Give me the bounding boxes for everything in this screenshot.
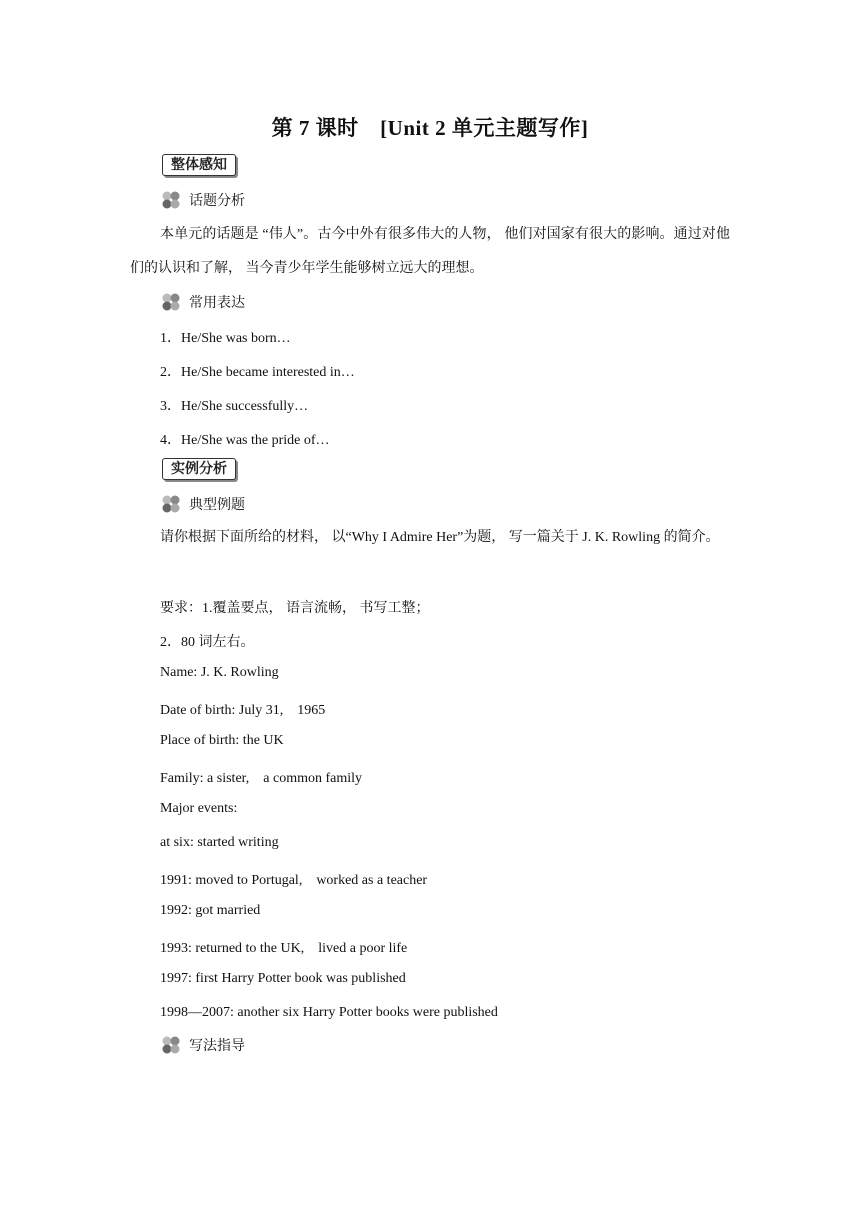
fact-line: 1997: first Harry Potter book was published	[160, 971, 406, 986]
clover-icon	[161, 292, 181, 312]
clover-icon	[161, 190, 181, 210]
expression-item: 4．He/She was the pride of…	[160, 433, 330, 448]
expression-item: 3．He/She successfully…	[160, 399, 309, 414]
fact-line: Major events:	[160, 801, 238, 816]
fact-line: Date of birth: July 31, 1965	[160, 703, 326, 718]
fact-line: 1998—2007: another six Harry Potter books were published	[160, 1005, 498, 1020]
expression-item: 1．He/She was born…	[160, 331, 291, 346]
fact-line: Name: J. K. Rowling	[160, 665, 279, 680]
example-prompt: 请你根据下面所给的材料， 以“Why I Admire Her”为题， 写一篇关于 J. K. Rowling 的简介。	[160, 530, 720, 545]
expression-item: 2．He/She became interested in…	[160, 365, 355, 380]
fact-line: Place of birth: the UK	[160, 733, 284, 748]
requirement-line: 要求：1.覆盖要点， 语言流畅， 书写工整；	[160, 601, 430, 616]
subheading-label: 话题分析	[189, 194, 245, 209]
subheading-label: 常用表达	[189, 296, 245, 311]
topic-paragraph: 本单元的话题是 “伟人”。古今中外有很多伟大的人物， 他们对国家有很大的影响。通过对他们的认识和了解， 当今青少年学生能够树立远大的理想。	[130, 227, 730, 276]
page-title: 第 7 课时 [Unit 2 单元主题写作]	[271, 116, 589, 140]
fact-line: Family: a sister, a common family	[160, 771, 363, 786]
subheading-label: 写法指导	[189, 1039, 245, 1054]
section-badge-examples: 实例分析	[162, 458, 236, 480]
fact-line: 1992: got married	[160, 903, 261, 918]
requirement-line: 2．80 词左右。	[160, 635, 255, 650]
fact-line: 1993: returned to the UK, lived a poor life	[160, 941, 408, 956]
clover-icon	[161, 494, 181, 514]
fact-line: at six: started writing	[160, 835, 279, 850]
fact-line: 1991: moved to Portugal, worked as a teacher	[160, 873, 428, 888]
section-badge-overview: 整体感知	[162, 154, 236, 176]
subheading-typical-example	[161, 494, 245, 514]
subheading-label: 典型例题	[189, 498, 245, 513]
subheading-writing-guide	[161, 1035, 245, 1055]
subheading-topic-analysis	[161, 190, 245, 210]
subheading-common-expressions	[161, 292, 245, 312]
clover-icon	[161, 1035, 181, 1055]
